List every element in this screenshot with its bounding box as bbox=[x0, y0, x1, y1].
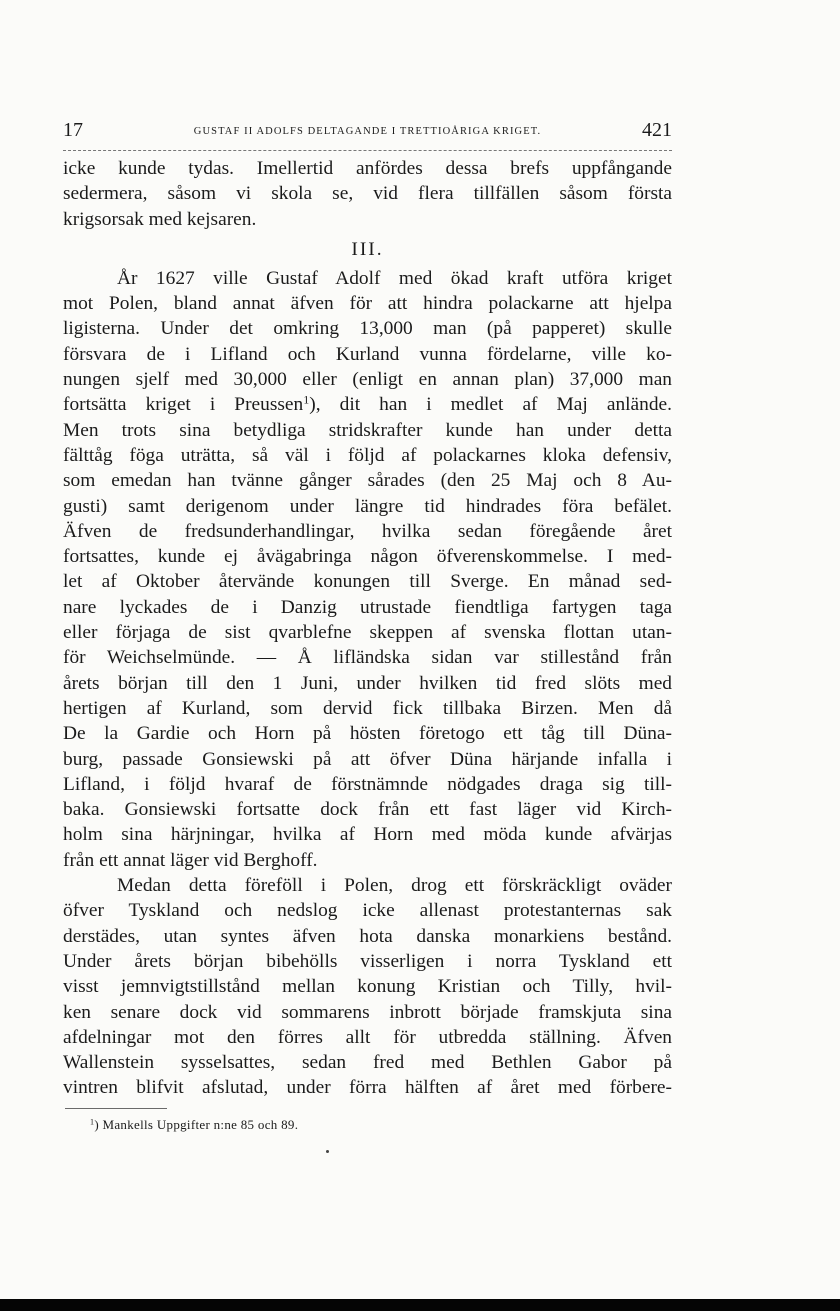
text-line-with-footnote-ref bbox=[63, 392, 672, 417]
text-line: Lifland, i följd hvaraf de förstnämnde nödgades draga sig till- bbox=[63, 773, 672, 795]
text-line: Men trots sina betydliga stridskrafter kunde han under detta bbox=[63, 419, 672, 441]
running-title: GUSTAF II ADOLFS DELTAGANDE I TRETTIOÅRIGA KRIGET. bbox=[193, 126, 542, 137]
header-rule bbox=[63, 150, 672, 151]
text-line: År 1627 ville Gustaf Adolf med ökad kraft utföra kriget bbox=[117, 267, 672, 289]
scan-speck bbox=[326, 1150, 329, 1153]
text-line: försvara de i Lifland och Kurland vunna fördelarne, ville ko- bbox=[63, 343, 672, 365]
text-line: fortsattes, kunde ej åvägabringa någon öfverenskommelse. I med- bbox=[63, 546, 672, 568]
text-line: gusti) samt derigenom under längre tid hindrades föra befälet. bbox=[63, 495, 672, 517]
text-line: mot Polen, bland annat äfven för att hindra polackarne att hjelpa bbox=[63, 293, 672, 315]
footnote-text: ) Mankells Uppgifter n:ne 85 och 89. bbox=[94, 1117, 299, 1132]
text-line: nare lyckades de i Danzig utrustade fiendtliga fartygen taga bbox=[63, 596, 672, 618]
text-fragment: ), dit han i medlet af Maj anlände. bbox=[309, 394, 672, 416]
text-line: Medan detta föreföll i Polen, drog ett förskräckligt oväder bbox=[117, 875, 672, 897]
text-line: hertigen af Kurland, som dervid fick tillbaka Birzen. Men då bbox=[63, 697, 672, 719]
page-header bbox=[63, 118, 672, 146]
text-line: från ett annat läger vid Berghoff. bbox=[63, 849, 318, 871]
text-line: Under årets början bibehölls visserligen i norra Tyskland ett bbox=[63, 950, 672, 972]
text-line: baka. Gonsiewski fortsatte dock från ett fast läger vid Kirch- bbox=[63, 799, 672, 821]
text-line: eller förjaga de sist qvarblefne skeppen af svenska flottan utan- bbox=[63, 622, 672, 644]
text-line: för Weichselmünde. — Å lifländska sidan var stillestånd från bbox=[63, 647, 672, 669]
text-line: sedermera, såsom vi skola se, vid flera tillfällen såsom första bbox=[63, 183, 672, 205]
footnote-reference: 1 bbox=[303, 392, 310, 407]
page-number: 421 bbox=[642, 119, 672, 141]
text-line: derstädes, utan syntes äfven hota danska monarkiens bestånd. bbox=[63, 925, 672, 947]
text-line: årets början till den 1 Juni, under hvilken tid fred slöts med bbox=[63, 672, 672, 694]
text-line: som emedan han tvänne gånger sårades (den 25 Maj och 8 Au- bbox=[63, 470, 672, 492]
text-fragment: fortsätta kriget i Preussen bbox=[63, 394, 304, 416]
footnote bbox=[90, 1117, 298, 1133]
body-text bbox=[63, 156, 672, 1101]
text-line: krigsorsak med kejsaren. bbox=[63, 208, 257, 230]
footnote-rule bbox=[65, 1108, 167, 1109]
text-line: afdelningar mot den förres allt för utbredda ställning. Äfven bbox=[63, 1026, 672, 1048]
text-line: visst jemnvigtstillstånd mellan konung Kristian och Tilly, hvil- bbox=[63, 976, 672, 998]
text-line: fälttåg föga uträtta, så väl i följd af polackarnes kloka defensiv, bbox=[63, 444, 672, 466]
text-line: Äfven de fredsunderhandlingar, hvilka sedan föregående året bbox=[63, 520, 672, 542]
text-line: Wallenstein sysselsattes, sedan fred med Bethlen Gabor på bbox=[63, 1052, 672, 1074]
text-line: icke kunde tydas. Imellertid anfördes dessa brefs uppfångande bbox=[63, 158, 672, 179]
footnote-marker: 1 bbox=[90, 1117, 95, 1127]
text-line: De la Gardie och Horn på hösten företogo ett tåg till Düna- bbox=[63, 723, 672, 745]
text-line: ken senare dock vid sommarens inbrott började framskjuta sina bbox=[63, 1001, 672, 1023]
text-line: ligisterna. Under det omkring 13,000 man (på papperet) skulle bbox=[63, 318, 672, 340]
text-line: holm sina härjningar, hvilka af Horn med möda kunde afvärjas bbox=[63, 824, 672, 846]
text-line: burg, passade Gonsiewski på att öfver Düna härjande infalla i bbox=[63, 748, 672, 770]
signature-mark: 17 bbox=[63, 119, 83, 141]
text-line: nungen sjelf med 30,000 eller (enligt en annan plan) 37,000 man bbox=[63, 369, 672, 391]
text-line: let af Oktober återvände konungen till Sverge. En månad sed- bbox=[63, 571, 672, 593]
text-line: vintren blifvit afslutad, under förra hälften af året med förbere- bbox=[63, 1077, 672, 1099]
scan-bottom-edge bbox=[0, 1299, 840, 1311]
section-heading: III. bbox=[351, 238, 384, 260]
text-line: öfver Tyskland och nedslog icke allenast protestanternas sak bbox=[63, 900, 672, 922]
